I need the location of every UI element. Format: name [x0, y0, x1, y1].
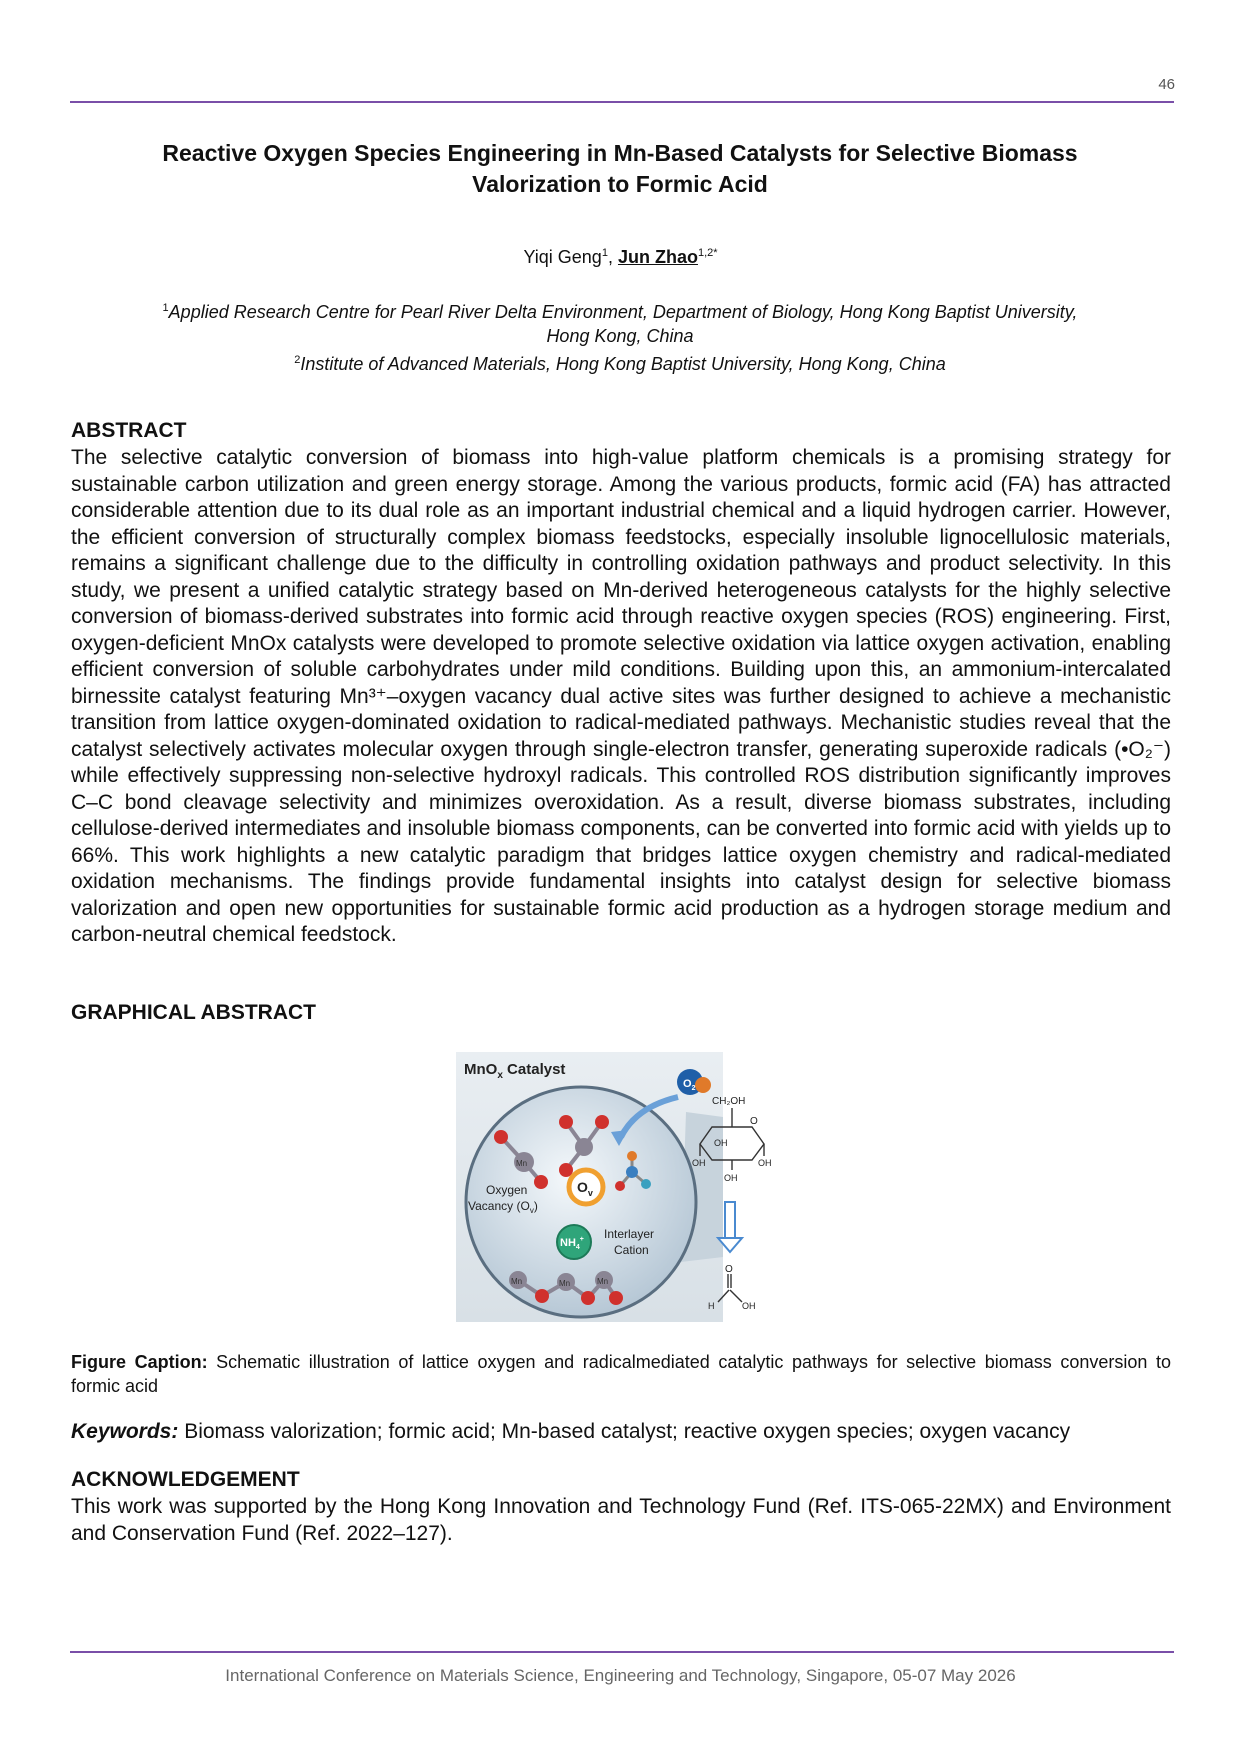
formic-h: H	[708, 1301, 715, 1311]
svg-text:Mn: Mn	[511, 1277, 523, 1286]
svg-text:Mn: Mn	[597, 1277, 609, 1286]
svg-text:Mn: Mn	[516, 1159, 528, 1168]
nh4-label: $NH_4^+$	[560, 1236, 584, 1251]
caption-text: Schematic illustration of lattice oxygen and radicalmediated catalytic pathways for selective biomass conversion to formic acid	[71, 1352, 1171, 1396]
formic-oh: OH	[742, 1301, 756, 1311]
page-number: 46	[1158, 76, 1175, 93]
glucose-oh-3: OH	[758, 1158, 772, 1168]
glucose-ch2oh: CH₂OH	[712, 1096, 746, 1107]
o2-label: $O_2$	[683, 1078, 696, 1092]
keywords	[71, 1420, 1171, 1444]
svg-text:Mn: Mn	[559, 1279, 571, 1288]
abstract-body: The selective catalytic conversion of biomass into high-value platform chemicals is a promising strategy for sustainable carbon utilization and green energy storage. Among the various products, formic acid (FA) has attracted considerable attention due to its dual role as an important industrial chemical and a liquid hydrogen carrier. However, the efficient conversion of structurally complex biomass feedstocks, especially insoluble lignocellulosic materials, remains a significant challenge due to the difficulty in controlling oxidation pathways and product selectivity. In this study, we present a unified catalytic strategy based on Mn-derived heterogeneous catalysts for the highly selective conversion of biomass-derived substrates into formic acid through reactive oxygen species (ROS) engineering. First, oxygen-deficient MnOx catalysts were developed to promote selective oxidation via lattice oxygen activation, enabling efficient conversion of soluble carbohydrates under mild conditions. Building upon this, an ammonium-intercalated birnessite catalyst featuring Mn³⁺–oxygen vacancy dual active sites was further designed to achieve a mechanistic transition from lattice oxygen-dominated oxidation to radical-mediated pathways. Mechanistic studies reveal that the catalyst selectively activates molecular oxygen through single-electron transfer, generating superoxide radicals (•O₂⁻) while effectively suppressing non-selective hydroxyl radicals. This controlled ROS distribution significantly improves C–C bond cleavage selectivity and minimizes overoxidation. As a result, diverse biomass substrates, including cellulose-derived intermediates and insoluble biomass components, can be converted into formic acid with yields up to 66%. This work highlights a new catalytic paradigm that bridges lattice oxygen chemistry and radical-mediated oxidation mechanisms. The findings provide fundamental insights into catalyst design for selective biomass valorization and open new opportunities for sustainable formic acid production as a hydrogen storage medium and carbon-neutral chemical feedstock.	[71, 446, 1171, 946]
acknowledgement-heading: ACKNOWLEDGEMENT	[71, 1468, 300, 1491]
affiliation-2: $^2$Institute of Advanced Materials, Hong Kong Baptist University, Hong Kong, China	[294, 354, 946, 374]
author-1: Yiqi Geng	[523, 247, 602, 267]
ov-label: $O_v$	[577, 1179, 593, 1198]
graphical-abstract-figure	[456, 1052, 808, 1322]
author-list: Yiqi Geng$^1$, Jun Zhao$^{1,2*}$	[523, 247, 718, 267]
conversion-arrow-shaft	[725, 1202, 735, 1238]
figure-caption	[71, 1350, 1171, 1398]
glucose-oh-2: OH	[692, 1158, 706, 1168]
keywords-label: Keywords:	[71, 1420, 179, 1443]
vacancy-label-line2: Vacancy $(O_v)$	[468, 1199, 538, 1215]
footer-rule	[70, 1651, 1174, 1653]
header-rule	[70, 101, 1174, 103]
author-1-affil: 1	[601, 247, 608, 259]
author-2-affil: 1,2*	[697, 247, 718, 259]
keywords-text: Biomass valorization; formic acid; Mn-based catalyst; reactive oxygen species; oxygen vacancy	[178, 1420, 1071, 1443]
conference-footer: International Conference on Materials Science, Engineering and Technology, Singapore, 05-07 May 2026	[225, 1666, 1016, 1685]
caption-label: Figure Caption:	[71, 1352, 208, 1372]
affiliation-1-cont: Hong Kong, China	[546, 326, 694, 346]
interlayer-label-line1: Interlayer	[604, 1227, 655, 1241]
abstract-heading: ABSTRACT	[71, 419, 187, 442]
paper-title	[100, 138, 1140, 200]
title-line-2: Valorization to Formic Acid	[472, 171, 768, 197]
graphical-abstract-heading: GRAPHICAL ABSTRACT	[71, 1001, 316, 1024]
affiliation-1: $^1$Applied Research Centre for Pearl River Delta Environment, Department of Biology, Hong Kong Baptist University,	[162, 302, 1078, 322]
vacancy-label-line1: Oxygen	[486, 1183, 528, 1197]
glucose-oh-1: OH	[714, 1138, 728, 1148]
glucose-ring-o: O	[750, 1116, 758, 1127]
author-2-presenting: Jun Zhao	[617, 247, 698, 267]
title-line-1: Reactive Oxygen Species Engineering in Mn-Based Catalysts for Selective Biomass	[162, 140, 1078, 166]
formic-o: O	[725, 1264, 733, 1275]
acknowledgement-body: This work was supported by the Hong Kong Innovation and Technology Fund (Ref. ITS-065-22MX) and Environment and Conservation Fund (Ref. 2022–127).	[71, 1495, 1171, 1545]
glucose-oh-4: OH	[724, 1173, 738, 1183]
o2-partner-atom	[695, 1077, 711, 1093]
interlayer-label-line2: Cation	[614, 1243, 649, 1257]
affiliations	[80, 296, 1160, 376]
catalyst-label: MnO$_x$ Catalyst	[464, 1061, 566, 1081]
